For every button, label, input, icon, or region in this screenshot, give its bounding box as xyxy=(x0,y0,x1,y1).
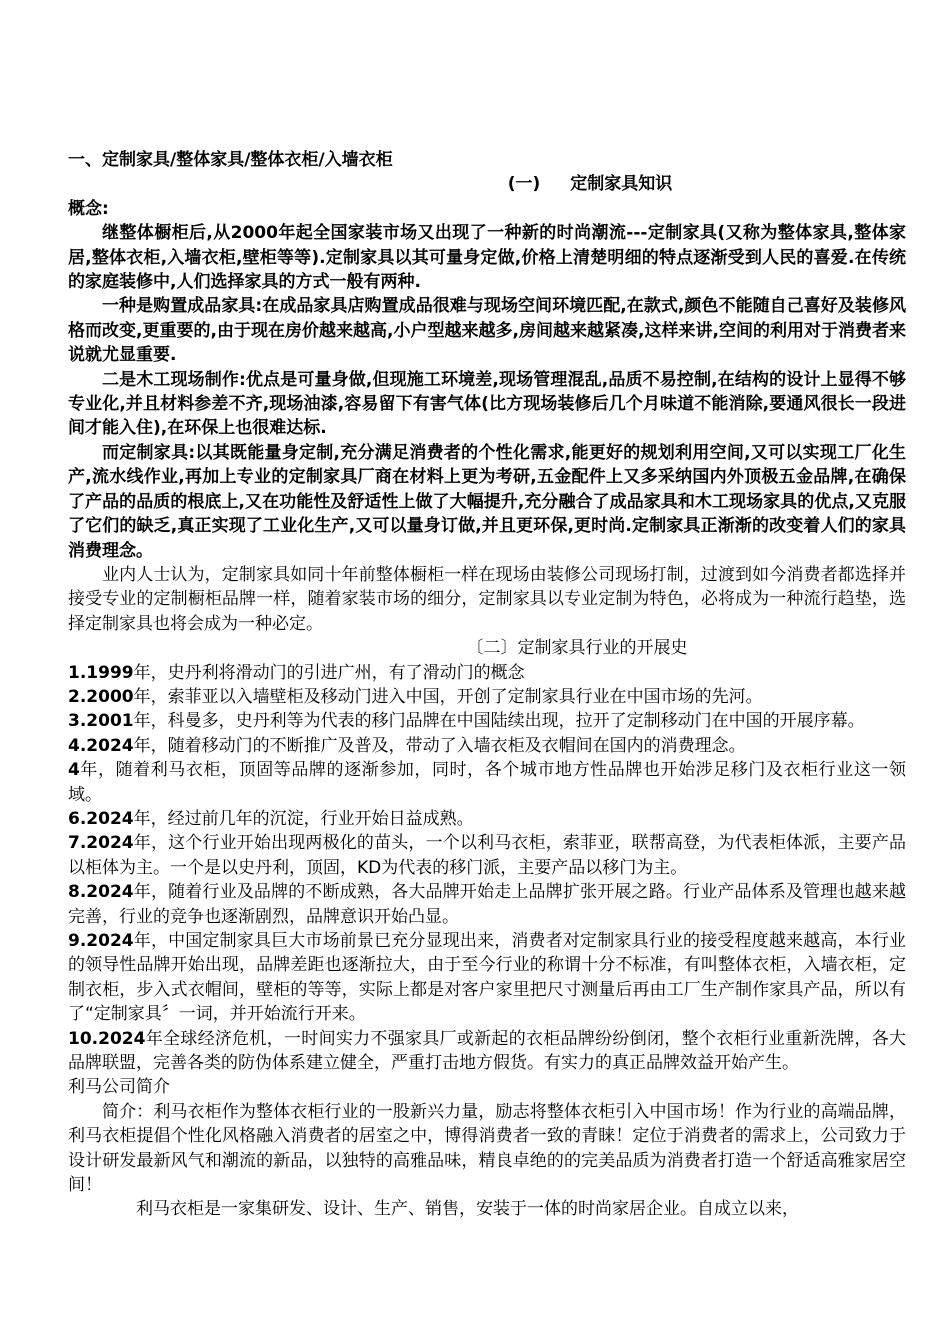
history-item: 3.2001年，科曼多，史丹利等为代表的移门品牌在中国陆续出现，拉开了定制移动门在中国的开展序幕。 xyxy=(68,711,865,732)
paragraph-intro: 继整体橱柜后,从2000年起全国家装市场又出现了一种新的时尚潮流---定制家具(又称为整体家具,整体家居,整体衣柜,入墙衣柜,壁柜等等).定制家具以其可量身定做,价格上清楚明细的特点逐渐受到人民的喜爱.在传统的家庭装修中,人们选择家具的方式一般有两种. xyxy=(68,223,906,293)
history-item: 10.2024年全球经济危机，一时间实力不强家具厂或新起的衣柜品牌纷纷倒闭，整个衣柜行业重新洗牌，各大品牌联盟，完善各类的防伪体系建立健全，严重打击地方假货。有实力的真正品牌效益开始产生。 xyxy=(68,1028,906,1074)
history-item: 7.2024年，这个行业开始出现两极化的苗头，一个以利马衣柜，索菲亚，联帮高登，为代表柜体派，主要产品以柜体为主。一个是以史丹利，顶固，KD为代表的移门派，主要产品以移门为主。 xyxy=(68,833,906,878)
history-item: 8.2024年，随着行业及品牌的不断成熟，各大品牌开始走上品牌扩张开展之路。行业产品体系及管理也越来越完善，行业的竞争也逐渐剧烈，品牌意识开始凸显。 xyxy=(68,882,906,927)
paragraph-insider: 业内人士认为，定制家具如同十年前整体橱柜一样在现场由装修公司现场打制，过渡到如今消费者都选择并接受专业的定制橱柜品牌一样，随着家装市场的细分，定制家具以专业定制为特色，必将成为一种流行趋垫，选择定制家具也将会成为一种必定。 xyxy=(68,564,906,634)
company-description: 利马衣柜是一家集研发、设计、生产、销售，安装于一体的时尚家居企业。自成立以来， xyxy=(136,1199,799,1220)
section-1-number: (一) xyxy=(507,174,541,195)
history-item: 2.2000年，索菲亚以入墙壁柜及移动门进入中国，开创了定制家具行业在中国市场的先河。 xyxy=(68,686,763,707)
section-2-heading: 〔二〕定制家具行业的开展史 xyxy=(466,638,688,659)
history-item: 1.1999年，史丹利将滑动门的引进广州，有了滑动门的概念 xyxy=(68,662,525,683)
history-item: 4.2024年，随着移动门的不断推广及普及，带动了入墙衣柜及衣帽间在国内的消费理念。 xyxy=(68,735,746,756)
history-item: 9.2024年，中国定制家具巨大市场前景已充分显现出来，消费者对定制家具行业的接受程度越来越高，本行业的领导性品牌开始出现，品牌差距也逐渐拉大，由于至今行业的称谓十分不标准，有叫整体衣柜，入墙衣柜，定制衣柜，步入式衣帽间，壁柜的等等，实际上都是对客户家里把尺寸测量后再由工厂生产制作家具产品，所以有了“定制家具〞一词，并开始流行开来。 xyxy=(68,931,906,1025)
paragraph-option-one: 一种是购置成品家具:在成品家具店购置成品很难与现场空间环境匹配,在款式,颜色不能随自己喜好及装修风格而改变,更重要的,由于现在房价越来越高,小户型越来越多,房间越来越紧凑,这样来讲,空间的利用对于消费者来说就尤显重要. xyxy=(68,296,906,366)
heading-1: 一、定制家具/整体家具/整体衣柜/入墙衣柜 xyxy=(68,150,393,170)
company-title: 利马公司简介 xyxy=(68,1077,170,1098)
section-1-title: 定制家具知识 xyxy=(570,174,673,195)
concept-label: 概念: xyxy=(68,198,109,219)
history-item: 6.2024年，经过前几年的沉淀，行业开始日益成熟。 xyxy=(68,808,474,829)
document-body xyxy=(68,148,906,1222)
paragraph-option-two: 二是木工现场制作:优点是可量身做,但现施工环境差,现场管理混乱,品质不易控制,在结构的设计上显得不够专业化,并且材料参差不齐,现场油漆,容易留下有害气体(比方现场装修后几个月味道不能消除,要通风很长一段进间才能入住),在环保上也很难达标. xyxy=(68,369,906,439)
paragraph-custom-furniture: 而定制家具:以其既能量身定制,充分满足消费者的个性化需求,能更好的规划利用空间,又可以实现工厂化生产,流水线作业,再加上专业的定制家具厂商在材料上更为考研,五金配件上又多采纳国内外顶极五金品牌,在确保了产品的品质的根底上,又在功能性及舒适性上做了大幅提升,充分融合了成品家具和木工现场家具的优点,又克服了它们的缺乏,真正实现了工业化生产,又可以量身订做,并且更环保,更时尚.定制家具正渐渐的改变着人们的家具消费理念。 xyxy=(68,442,906,561)
history-item: 4年，随着利马衣柜，顶固等品牌的逐渐参加，同时，各个城市地方性品牌也开始涉足移门及衣柜行业这一领域。 xyxy=(68,760,906,805)
company-intro: 简介：利马衣柜作为整体衣柜行业的一股新兴力量，励志将整体衣柜引入中国市场！作为行业的高端品牌，利马衣柜提倡个性化风格融入消费者的居室之中，博得消费者一致的青睐！定位于消费者的需求上，公司致力于设计研发最新风气和潮流的新品，以独特的高雅品味，精良卓绝的的完美品质为消费者打造一个舒适高雅家居空间！ xyxy=(68,1101,906,1196)
section-1-heading xyxy=(68,172,906,196)
